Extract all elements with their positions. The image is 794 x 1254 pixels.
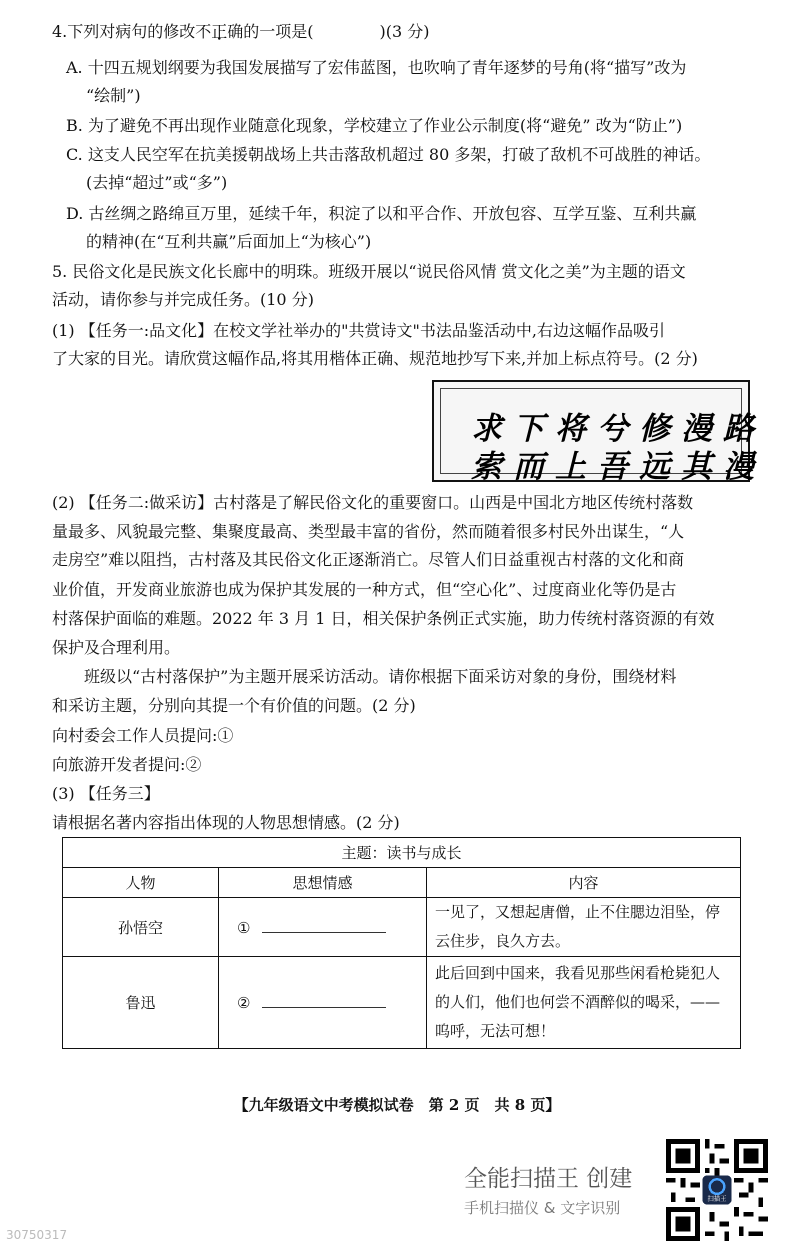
content-cell: 此后回到中国来，我看见那些闲看枪毙犯人的人们，他们也何尝不酒醉似的喝采，——呜呼，无法可想！ <box>427 957 741 1049</box>
task2-para2-line2: 和采访主题，分别向其提一个有价值的问题。(2 分) <box>52 696 416 715</box>
task2-para1-line6: 保护及合理利用。 <box>52 638 181 657</box>
header-person: 人物 <box>63 868 219 898</box>
q4-option-c-line2: (去掉“超过”或“多”) <box>86 173 228 192</box>
table-row <box>63 898 741 957</box>
task1-line1: (1) 【任务一:品文化】在校文学社举办的"共赏诗文"书法品鉴活动中,右边这幅作品吸引 <box>52 321 665 340</box>
calligraphy-line-1: 求下将兮修漫路 <box>471 411 765 447</box>
qr-badge-label: 扫描王 <box>707 1195 727 1203</box>
q5-stem-line1: 5. 民俗文化是民族文化长廊中的明珠。班级开展以“说民俗风情 赏文化之美”为主题的语文 <box>52 262 686 281</box>
task2-para1-line1: (2) 【任务二:做采访】古村落是了解民俗文化的重要窗口。山西是中国北方地区传统村落数 <box>52 493 694 512</box>
task1-line2: 了大家的目光。请欣赏这幅作品,将其用楷体正确、规范地抄写下来,并加上标点符号。(2 分) <box>52 349 698 368</box>
feeling-answer-cell[interactable]: ① <box>219 898 427 957</box>
scan-id: 30750317 <box>6 1228 68 1242</box>
content-cell: 一见了，又想起唐僧，止不住腮边泪坠，停云住步，良久方去。 <box>427 898 741 957</box>
reading-growth-table <box>62 837 741 1049</box>
page-footer: 【九年级语文中考模拟试卷 第 2 页 共 8 页】 <box>233 1096 561 1114</box>
ask-village-committee: 向村委会工作人员提问:① <box>52 726 234 745</box>
person-cell: 鲁迅 <box>63 957 219 1049</box>
answer-blank[interactable] <box>262 918 386 933</box>
q4-option-a-line2: “绘制”) <box>86 86 141 105</box>
q4-option-b: B. 为了避免不再出现作业随意化现象，学校建立了作业公示制度(将“避免” 改为“防止”) <box>66 116 683 135</box>
header-content: 内容 <box>427 868 741 898</box>
answer-blank[interactable] <box>262 993 386 1008</box>
q4-option-d-line1: D. 古丝绸之路绵亘万里，延续千年，积淀了以和平合作、开放包容、互学互鉴、互利共赢 <box>66 204 697 223</box>
q5-stem-line2: 活动，请你参与并完成任务。(10 分) <box>52 290 314 309</box>
scanner-brand: 全能扫描王 创建 <box>464 1166 633 1192</box>
q4-option-a-line1: A. 十四五规划纲要为我国发展描写了宏伟蓝图，也吹响了青年逐梦的号角(将“描写”改为 <box>66 58 687 77</box>
calligraphy-line-2: 索而上吾远其漫 <box>471 449 765 485</box>
qr-code-icon <box>666 1139 768 1241</box>
task3-question: 请根据名著内容指出体现的人物思想情感。(2 分) <box>52 813 400 832</box>
task2-para1-line5: 村落保护面临的难题。2022 年 3 月 1 日，相关保护条例正式实施，助力传统村落资源的有效 <box>52 609 715 628</box>
scanner-slogan: 手机扫描仪 & 文字识别 <box>464 1199 621 1217</box>
task2-para1-line4: 业价值，开发商业旅游也成为保护其发展的一种方式，但“空心化”、过度商业化等仍是古 <box>52 580 677 599</box>
header-feeling: 思想情感 <box>219 868 427 898</box>
task3-heading: (3) 【任务三】 <box>52 784 160 803</box>
task2-para2-line1: 班级以“古村落保护”为主题开展采访活动。请你根据下面采访对象的身份，围绕材料 <box>84 667 677 686</box>
q4-emphasis: 不正确 <box>195 22 244 41</box>
task2-para1-line2: 量最多、风貌最完整、集聚度最高、类型最丰富的省份，然而随着很多村民外出谋生，“人 <box>52 522 685 541</box>
q4-option-d-line2: 的精神(在“互利共赢”后面加上“为核心”) <box>86 232 372 251</box>
q4-stem: 4.下列对病句的修改不正确的一项是( )(3 分) <box>52 22 430 41</box>
q4-option-c-line1: C. 这支人民空军在抗美援朝战场上共击落敌机超过 80 多架，打破了敌机不可战胜的神话。 <box>66 145 711 164</box>
task2-para1-line3: 走房空”难以阻挡，古村落及其民俗文化正逐渐消亡。尽管人们日益重视古村落的文化和商 <box>52 550 685 569</box>
table-row <box>63 957 741 1049</box>
calligraphy-artwork <box>432 380 765 485</box>
feeling-answer-cell[interactable]: ② <box>219 957 427 1049</box>
table-title: 主题：读书与成长 <box>63 838 741 868</box>
ask-tourism-developer: 向旅游开发者提问:② <box>52 755 202 774</box>
person-cell: 孙悟空 <box>63 898 219 957</box>
